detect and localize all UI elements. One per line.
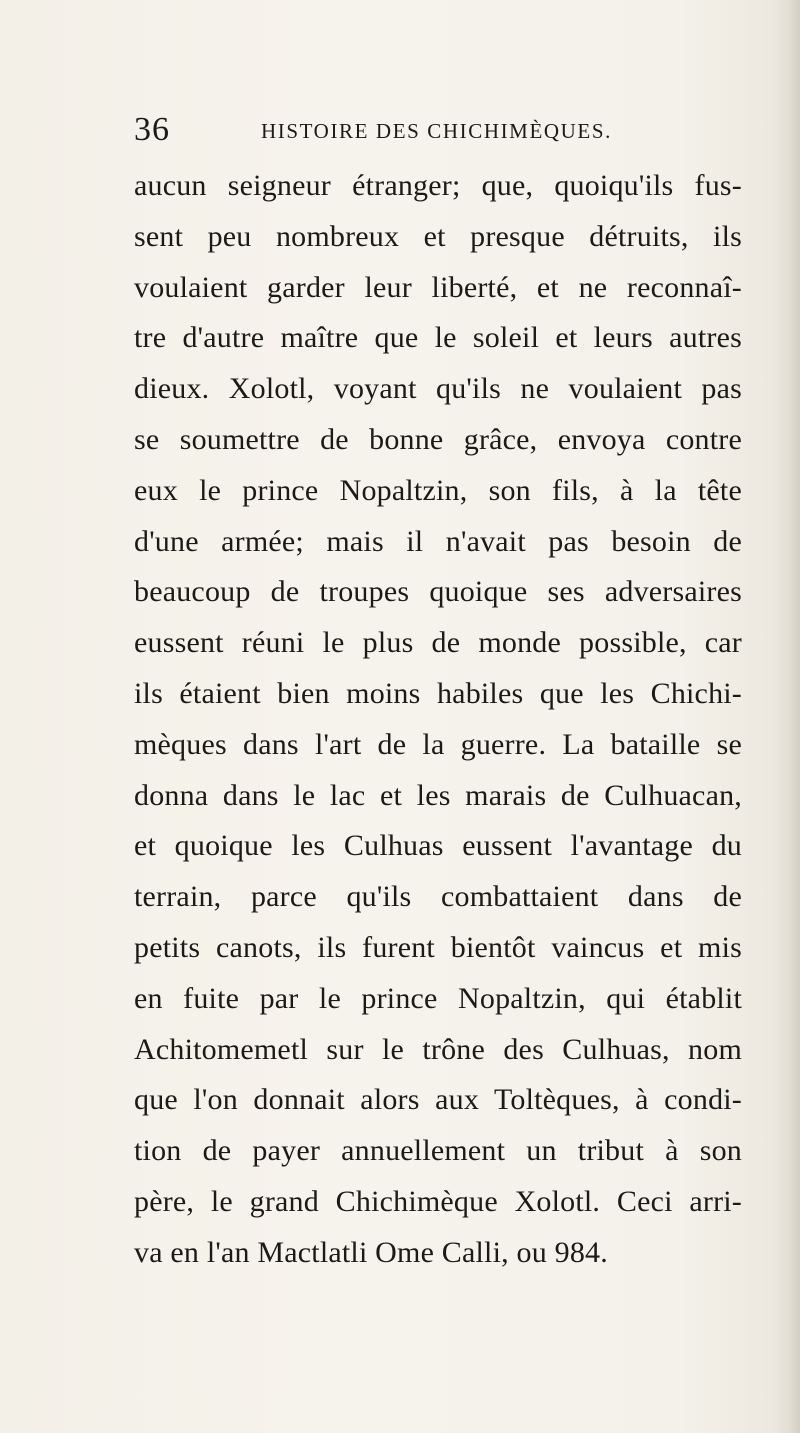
text-line: et quoique les Culhuas eussent l'avantage du (134, 829, 742, 863)
running-title: HISTOIRE DES CHICHIMÈQUES. (261, 119, 612, 143)
text-line: père, le grand Chichimèque Xolotl. Ceci arri- (134, 1184, 742, 1218)
text-line: beaucoup de troupes quoique ses adversaires (134, 575, 742, 609)
page-edge-shadow (774, 0, 800, 1433)
text-line: tre d'autre maître que le soleil et leurs autres (134, 321, 742, 355)
text-line: eussent réuni le plus de monde possible, car (134, 626, 742, 660)
body-text (134, 161, 742, 1279)
text-line-last: va en l'an Mactlatli Ome Calli, ou 984. (134, 1235, 608, 1269)
text-line: Achitomemetl sur le trône des Culhuas, nom (134, 1032, 742, 1066)
text-line: dieux. Xolotl, voyant qu'ils ne voulaient pas (134, 372, 742, 406)
text-line: petits canots, ils furent bientôt vaincus et mis (134, 930, 742, 964)
text-line: en fuite par le prince Nopaltzin, qui établit (134, 981, 742, 1015)
text-line: eux le prince Nopaltzin, son fils, à la tête (134, 473, 742, 507)
page-number: 36 (134, 111, 170, 148)
text-line: donna dans le lac et les marais de Culhuacan, (134, 778, 742, 812)
text-line: que l'on donnait alors aux Toltèques, à condi- (134, 1083, 742, 1117)
text-line: d'une armée; mais il n'avait pas besoin de (134, 524, 742, 558)
text-line: terrain, parce qu'ils combattaient dans de (134, 880, 742, 914)
text-line: voulaient garder leur liberté, et ne reconnaî- (134, 270, 742, 304)
text-line: ils étaient bien moins habiles que les Chichi- (134, 676, 742, 710)
text-line: sent peu nombreux et presque détruits, ils (134, 219, 742, 253)
running-head (134, 110, 694, 150)
text-line: tion de payer annuellement un tribut à son (134, 1134, 742, 1168)
text-line: mèques dans l'art de la guerre. La bataille se (134, 727, 742, 761)
text-line: aucun seigneur étranger; que, quoiqu'ils fus- (134, 169, 742, 202)
text-line: se soumettre de bonne grâce, envoya contre (134, 422, 742, 456)
